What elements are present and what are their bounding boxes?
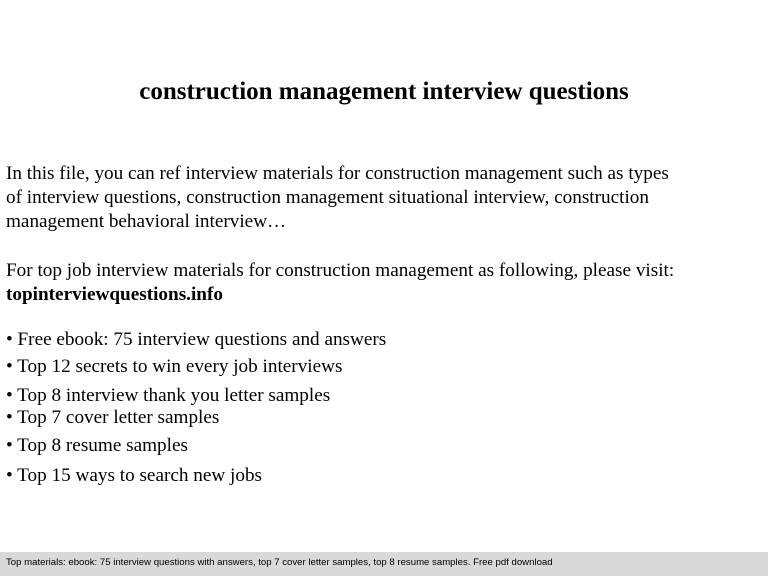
list-item: • Top 8 interview thank you letter samples [6, 385, 331, 406]
list-item: • Top 12 secrets to win every job interviews [6, 356, 343, 377]
list-item: • Top 15 ways to search new jobs [6, 465, 263, 486]
intro-line: management behavioral interview… [6, 211, 287, 232]
visit-text: For top job interview materials for construction management as following, please visit: [6, 260, 675, 281]
footer-text: Top materials: ebook: 75 interview questions with answers, top 7 cover letter samples, top 8 resume samples. Free pdf download [6, 557, 553, 568]
list-item: • Top 7 cover letter samples [6, 407, 220, 428]
intro-line: of interview questions, construction management situational interview, construction [6, 187, 649, 208]
page-title: construction management interview questions [139, 78, 629, 105]
list-item: • Free ebook: 75 interview questions and answers [6, 329, 387, 350]
visit-paragraph [6, 259, 762, 307]
list-item: • Top 8 resume samples [6, 435, 188, 456]
intro-paragraph [6, 162, 762, 234]
footer-bar [0, 552, 768, 576]
intro-line: In this file, you can ref interview materials for construction management such as types [6, 163, 669, 184]
site-link[interactable]: topinterviewquestions.info [6, 284, 223, 305]
